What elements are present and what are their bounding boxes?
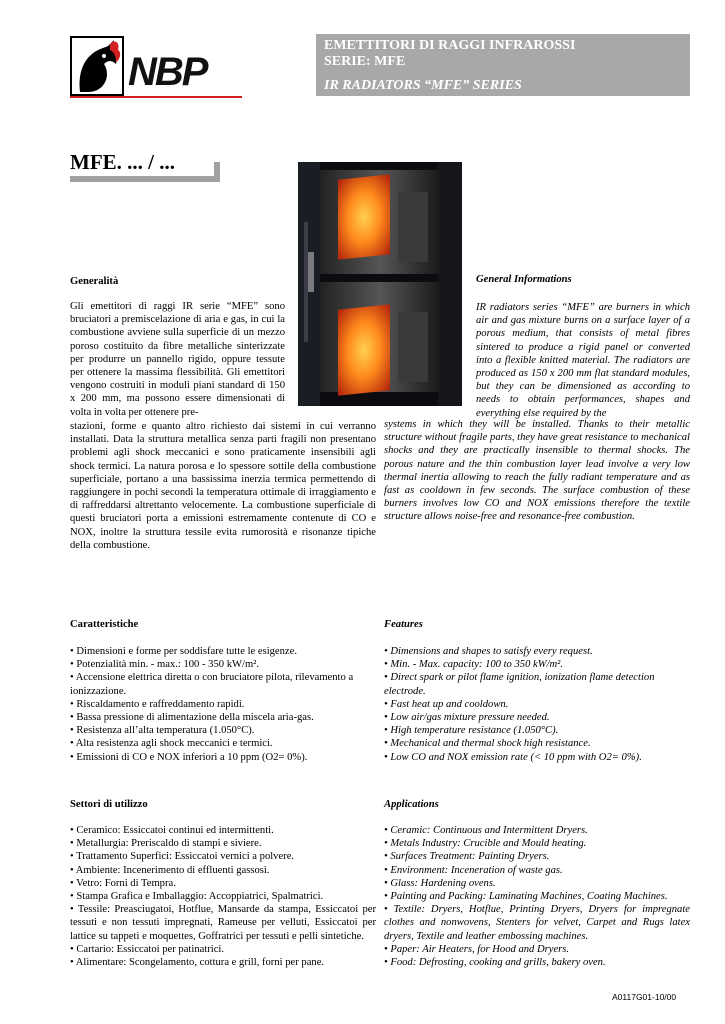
logo-dragon-icon — [70, 36, 124, 96]
section-heading-general-info: General Informations — [476, 274, 572, 285]
list-item: • Ceramic: Continuous and Intermittent Dryers. — [384, 825, 588, 836]
list-item: • Tessile: Preasciugatoi, Hotflue, Mansarde da stampa, Essiccatoi per tessuti e non tessuti impregnati, Rameuse per velluti, Essiccatoi per lattice su tappeti e moquettes, Goffratrici per tessuti e pelli sintetiche. — [70, 904, 376, 942]
logo-underline — [70, 96, 242, 98]
document-code: A0117G01-10/00 — [612, 992, 677, 1002]
generalita-body-rest: stazioni, forme e quanto altro richiesto dai sistemi in cui verranno installati. Data la struttura metallica senza parti fragili non presentano problemi agli shock meccanici e sono praticamente insensibili agli shock termici. La natura porosa e lo spessore sottile della combustione superficiale, portano a una bassissima inerzia termica permettendo di raggiungere in pochi secondi la temperatura ottimale di irraggiamento e di raffreddarsi altrettanto velocemente. La combustione superficiale di questi bruciatori porta a emissioni estremamente contenute di CO e NOX, inoltre la struttura tessile evita rumorosità e risonanze tipiche della combustione. — [70, 421, 376, 551]
list-item: • Food: Defrosting, cooking and grills, bakery oven. — [384, 957, 606, 969]
list-item: • High temperature resistance (1.050°C). — [384, 725, 559, 737]
list-item: • Low CO and NOX emission rate (< 10 ppm with O2= 0%). — [384, 751, 642, 763]
list-item: • Environment: Inceneration of waste gas. — [384, 864, 563, 876]
burner-photo — [298, 162, 462, 406]
list-item: • Ceramico: Essiccatoi continui ed intermittenti. — [70, 825, 274, 836]
list-item: • Riscaldamento e raffreddamento rapidi. — [70, 698, 245, 710]
list-item: • Stampa Grafica e Imballaggio: Accoppiatrici, Spalmatrici. — [70, 891, 324, 903]
header-band — [316, 34, 690, 96]
header-title-en: IR RADIATORS “MFE” SERIES — [324, 78, 522, 93]
list-item: • Direct spark or pilot flame ignition, ionization flame detection electrode. — [384, 672, 655, 697]
section-heading-generalita: Generalità — [70, 276, 119, 287]
list-item: • Textile: Dryers, Hotflue, Printing Dryers, Dryers for impregnate clothes and nonwovens, Stenters for velvet, Carpet and Rugs latex dryers, Textile and leather embossing machines. — [384, 904, 690, 942]
list-item: • Resistenza all’alta temperatura (1.050°C). — [70, 725, 255, 737]
general-info-body-top: IR radiators series “MFE” are burners in which air and gas mixture burns on a surface layer of a porous medium, that consists of metal fibres sintered to produce a rigid panel or converted into a flexible knitted material. The radiators are produced as 150 x 200 mm flat standard modules, but they can be dimensioned as according to needs to obtain performances, shapes and everything else required by the — [476, 302, 690, 419]
list-item: • Glass: Hardening ovens. — [384, 877, 496, 889]
list-item: • Metals Industry: Crucible and Mould heating. — [384, 838, 587, 850]
list-item: • Alimentare: Scongelamento, cottura e grill, forni per pane. — [70, 957, 325, 969]
list-item: • Min. - Max. capacity: 100 to 350 kW/m². — [384, 659, 563, 671]
model-title: MFE. ... / ... — [70, 150, 175, 174]
list-item: • Bassa pressione di alimentazione della miscela aria-gas. — [70, 712, 314, 724]
list-item: • Emissioni di CO e NOX inferiori a 10 ppm (O2= 0%). — [70, 751, 308, 763]
list-item: • Paper: Air Heaters, for Hood and Dryers. — [384, 943, 570, 955]
generalita-body-top: Gli emettitori di raggi IR serie “MFE” sono bruciatori a premiscelazione di aria e gas, in cui la combustione avviene sulla superficie di un mezzo poroso costituito da fibre metalliche sinterizzate per produrre un pannello rigido, oppure tessute per ottenere la massima flessibilità. Gli emettitori vengono costruiti in moduli piani standard di 150 x 200 mm, ma possono essere dimensionati di volta in volta per ottenere pre- — [70, 301, 285, 418]
section-heading-settori: Settori di utilizzo — [70, 799, 148, 810]
list-item: • Dimensioni e forme per soddisfare tutte le esigenze. — [70, 646, 297, 657]
section-heading-features: Features — [384, 619, 423, 630]
list-item: • Dimensions and shapes to satisfy every request. — [384, 646, 593, 657]
applications-list — [384, 824, 690, 969]
list-item: • Ambiente: Incenerimento di effluenti gassosi. — [70, 864, 270, 876]
section-heading-applications: Applications — [384, 799, 439, 810]
caratteristiche-list — [70, 645, 376, 764]
list-item: • Accensione elettrica diretta o con bruciatore pilota, rilevamento a ionizzazione. — [70, 672, 354, 697]
features-list — [384, 645, 690, 764]
list-item: • Surfaces Treatment: Painting Dryers. — [384, 851, 550, 863]
list-item: • Metallurgia: Preriscaldo di stampi e siviere. — [70, 838, 262, 850]
list-item: • Vetro: Forni di Tempra. — [70, 877, 176, 889]
list-item: • Painting and Packing: Laminating Machines, Coating Machines. — [384, 891, 668, 903]
general-info-body-rest: systems in which they will be installed. Thanks to their metallic structure without fragile parts, they have great resistance to mechanical shocks and they are practically insensible to thermal shocks. The porous nature and the thin combustion layer lead involve a very low thermal inertia allowing to reach the fully radiant temperature and as fast as cooldown in few seconds. The surface combustion of these burners involves low CO and NOX emissions therefore the textile structure allows noise-free and resonance-free combustion. — [384, 419, 690, 523]
header-title-it: EMETTITORI DI RAGGI INFRAROSSI — [324, 38, 576, 53]
list-item: • Potenzialità min. - max.: 100 - 350 kW/m². — [70, 659, 260, 671]
model-title-underline — [70, 176, 220, 182]
list-item: • Low air/gas mixture pressure needed. — [384, 712, 550, 724]
logo-text: NBP — [128, 50, 207, 94]
list-item: • Cartario: Essiccatoi per patinatrici. — [70, 943, 225, 955]
list-item: • Mechanical and thermal shock high resistance. — [384, 738, 591, 750]
header-series-it: SERIE: MFE — [324, 54, 406, 69]
model-title-bar — [214, 162, 220, 182]
list-item: • Alta resistenza agli shock meccanici e termici. — [70, 738, 273, 750]
section-heading-caratteristiche: Caratteristiche — [70, 619, 139, 630]
list-item: • Trattamento Superfici: Essiccatoi vernici a polvere. — [70, 851, 295, 863]
settori-list — [70, 824, 376, 969]
list-item: • Fast heat up and cooldown. — [384, 698, 509, 710]
